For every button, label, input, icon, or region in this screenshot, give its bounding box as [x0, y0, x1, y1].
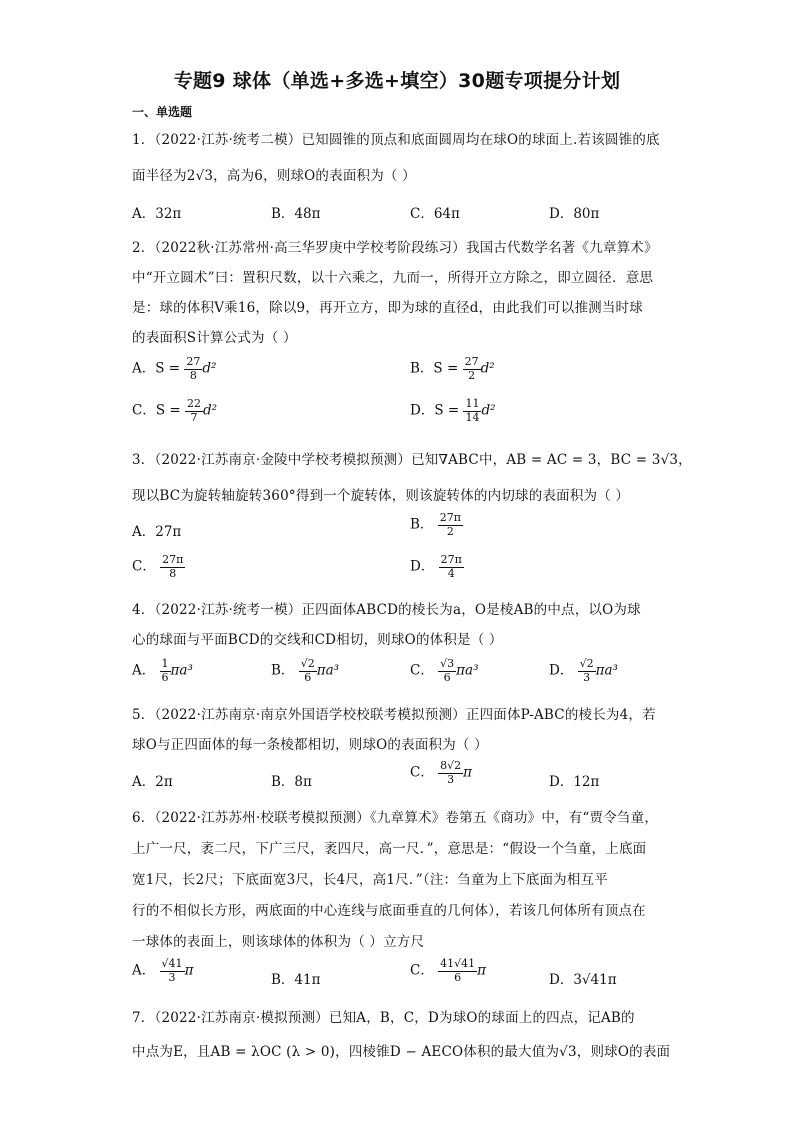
fraction-numerator: √3: [440, 657, 455, 670]
q5-option-b: B．8π: [271, 774, 312, 790]
option-suffix: π: [477, 962, 487, 979]
fraction-numerator: √2: [300, 657, 315, 670]
q4-option-c: [410, 658, 479, 684]
fraction: [299, 658, 317, 684]
question-5-line-1: 5．（2022·江苏南京·南京外国语学校校联考模拟预测）正四面体P-ABC的棱长为4，若: [132, 707, 656, 723]
fraction-denominator: 2: [446, 524, 454, 538]
fraction-numerator: 1: [161, 657, 169, 670]
fraction-numerator: 27: [186, 355, 201, 368]
q6-option-c-prefix: C．: [410, 962, 434, 979]
option-suffix: πa³: [170, 662, 193, 679]
fraction-numerator: √2: [579, 657, 594, 670]
q4-option-d-prefix: D．: [549, 662, 574, 679]
q6-option-c: [410, 958, 486, 984]
question-6-line-1: 6．（2022·江苏苏州·校联考模拟预测）《九章算术》卷第五《商功》中，有“贾令刍童，: [132, 810, 659, 826]
q4-option-b: [271, 658, 339, 684]
fraction-denominator: 6: [304, 670, 312, 684]
q2-variable: d²: [202, 402, 218, 419]
fraction: [438, 512, 463, 538]
fraction: [438, 760, 463, 786]
q1-option-d: D．80π: [549, 206, 600, 222]
fraction: [184, 356, 202, 382]
question-1-line-2: 面半径为2√3，高为6，则球O的表面积为（ ）: [132, 168, 416, 184]
q2-option-c: [132, 398, 217, 424]
fraction-numerator: 27π: [162, 553, 184, 566]
question-7-line-1: 7．（2022·江苏南京·模拟预测）已知A，B，C，D为球O的球面上的四点，记AB的: [132, 1010, 635, 1026]
fraction-denominator: 6: [161, 670, 169, 684]
q3-option-a: A．27π: [132, 524, 182, 540]
fraction: [160, 658, 171, 684]
fraction-denominator: 6: [443, 670, 451, 684]
option-suffix: πa³: [316, 662, 340, 679]
fraction-denominator: 8: [189, 368, 197, 382]
q3-option-d: [410, 554, 464, 580]
option-suffix: π: [463, 764, 473, 781]
page-title: 专题9 球体（单选+多选+填空）30题专项提分计划: [173, 70, 621, 92]
fraction-numerator: 11: [465, 397, 480, 410]
fraction-numerator: 22: [186, 397, 201, 410]
q4-option-c-prefix: C．: [410, 662, 434, 679]
q3-option-c: [132, 554, 185, 580]
q1-option-b: B．48π: [271, 206, 321, 222]
option-suffix: πa³: [595, 662, 618, 679]
q2-variable: d²: [202, 360, 217, 377]
fraction-denominator: 8: [169, 566, 177, 580]
option-suffix: πa³: [456, 662, 479, 679]
fraction: [438, 658, 456, 684]
fraction: [160, 554, 185, 580]
question-6-line-4: 行的不相似长方形，两底面的中心连线与底面垂直的几何体），若该几何体所有顶点在: [132, 903, 646, 919]
fraction: [439, 554, 464, 580]
q5-option-a: A．2π: [132, 774, 173, 790]
question-3-line-2: 现以BC为旋转轴旋转360°得到一个旋转体，则该旋转体的内切球的表面积为（ ）: [132, 488, 630, 504]
fraction-numerator: 41√41: [440, 957, 476, 970]
q5-option-c: [410, 760, 472, 786]
fraction-denominator: 2: [468, 368, 476, 382]
q3-option-c-prefix: C．: [132, 558, 156, 575]
q6-option-a: [132, 958, 193, 984]
question-2-line-2: 中“开立圆术”曰：置积尺数，以十六乘之，九而一，所得开立方除之，即立圆径．意思: [132, 270, 654, 286]
q1-option-a: A．32π: [132, 206, 182, 222]
q3-option-d-prefix: D．: [410, 558, 435, 575]
fraction: [578, 658, 596, 684]
question-2-line-4: 的表面积S计算公式为（ ）: [132, 330, 297, 346]
fraction-denominator: 3: [583, 670, 591, 684]
q2-variable: d²: [480, 360, 495, 377]
q2-option-b: [410, 356, 495, 382]
question-2-line-1: 2．（2022秋·江苏常州·高三华罗庚中学校考阶段练习）我国古代数学名著《九章算术》: [132, 240, 658, 256]
question-2-line-3: 是：球的体积V乘16，除以9，再开立方，即为球的直径d，由此我们可以推测当时球: [132, 300, 643, 316]
fraction-denominator: 6: [454, 970, 462, 984]
q6-option-b: B．41π: [271, 972, 321, 988]
q2-option-d: [410, 398, 496, 424]
q3-option-b-prefix: B．: [410, 516, 434, 533]
fraction-numerator: √41: [161, 957, 183, 970]
question-4-line-2: 心的球面与平面BCD的交线和CD相切，则球O的体积是（ ）: [132, 632, 503, 648]
fraction-denominator: 14: [465, 410, 480, 424]
question-6-line-3: 宽1尺，长2尺；下底面宽3尺，长4尺，高1尺．”（注：刍童为上下底面为相互平: [132, 872, 608, 888]
fraction-denominator: 7: [190, 410, 198, 424]
question-7-line-2: 中点为E，且AB = λOC (λ > 0)，四棱锥D − AECO体积的最大值为√3，则球O的表面: [132, 1044, 671, 1060]
q2-option-c-prefix: C．S =: [132, 402, 181, 419]
fraction-numerator: 27: [464, 355, 479, 368]
question-1-line-1: 1．（2022·江苏·统考二模）已知圆锥的顶点和底面圆周均在球O的球面上.若该圆锥的底: [132, 132, 660, 148]
q3-option-b: [410, 512, 463, 538]
fraction: [185, 398, 203, 424]
question-5-line-2: 球O与正四面体的每一条棱都相切，则球O的表面积为（ ）: [132, 737, 488, 753]
question-4-line-1: 4．（2022·江苏·统考一模）正四面体ABCD的棱长为a，O是棱AB的中点，以O为球: [132, 602, 641, 618]
fraction-denominator: 4: [447, 566, 455, 580]
q2-option-d-prefix: D．S =: [410, 402, 460, 419]
q2-variable: d²: [481, 402, 496, 419]
fraction-denominator: 3: [447, 772, 455, 786]
q6-option-d: D．3√41π: [549, 972, 617, 988]
fraction-numerator: 8√2: [440, 759, 462, 772]
q2-option-a: [132, 356, 216, 382]
fraction: [438, 958, 477, 984]
fraction-numerator: 27π: [439, 511, 461, 524]
q4-option-b-prefix: B．: [271, 662, 295, 679]
question-6-line-5: 一球体的表面上，则该球体的体积为（ ）立方尺: [132, 934, 425, 950]
option-suffix: π: [184, 962, 194, 979]
q4-option-a-prefix: A．: [132, 662, 156, 679]
q2-option-b-prefix: B．S =: [410, 360, 459, 377]
question-6-line-2: 上广一尺，袤二尺，下广三尺，袤四尺，高一尺．”，意思是：“假设一个刍童，上底面: [132, 841, 647, 857]
q5-option-c-prefix: C．: [410, 764, 434, 781]
question-3-line-1: 3．（2022·江苏南京·金陵中学校考模拟预测）已知∇ABC中，AB = AC = 3，BC = 3√3，: [132, 452, 692, 468]
q2-option-a-prefix: A．S =: [132, 360, 181, 377]
q5-option-d: D．12π: [549, 774, 600, 790]
section-heading: 一、单选题: [132, 105, 193, 119]
fraction: [160, 958, 185, 984]
q6-option-a-prefix: A．: [132, 962, 156, 979]
fraction-numerator: 27π: [440, 553, 462, 566]
q4-option-d: [549, 658, 618, 684]
q4-option-a: [132, 658, 193, 684]
fraction: [463, 398, 481, 424]
q1-option-c: C．64π: [410, 206, 460, 222]
fraction: [463, 356, 481, 382]
fraction-denominator: 3: [168, 970, 176, 984]
